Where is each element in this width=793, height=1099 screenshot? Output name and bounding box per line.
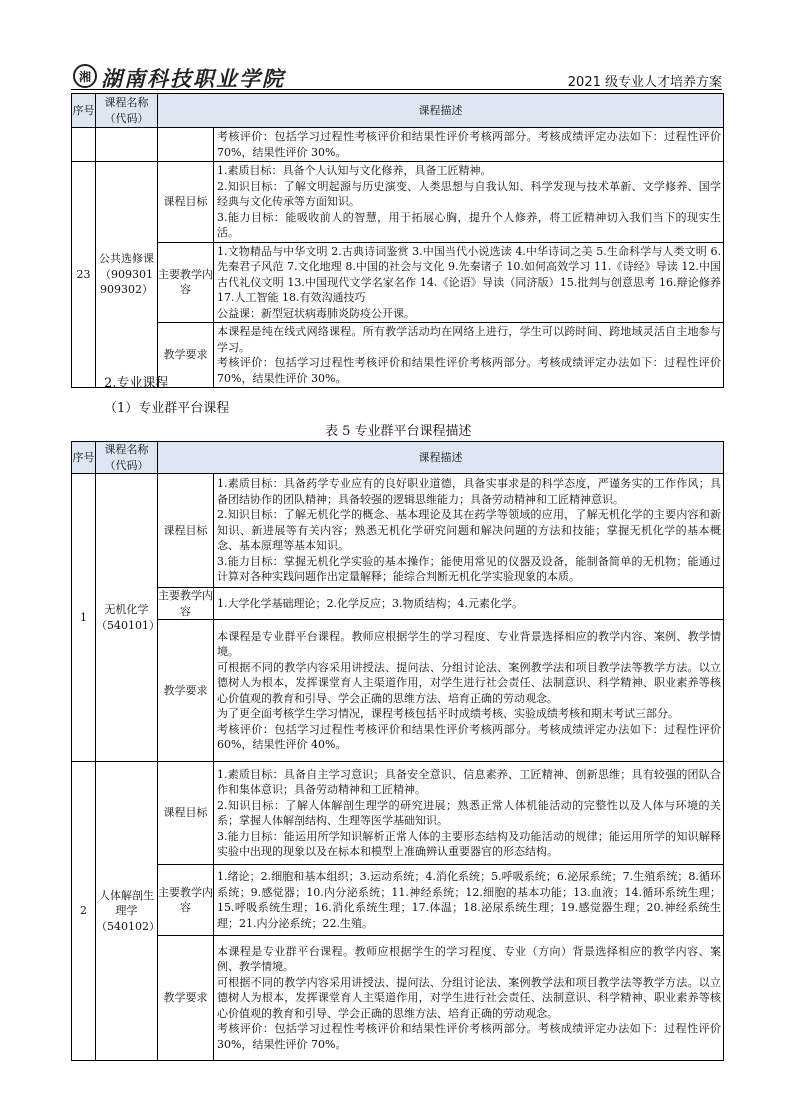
req-item: 可根据不同的教学内容采用讲授法、提问法、分组讨论法、案例教学法和项目教学法等教学方法。以立德树人为根本，发挥课堂育人主渠道作用，对学生进行社会责任、法制意识、科学精神、职业素养等核心价值观的教育和引导、学会正确的思维方法、培育正确的劳动观念。	[217, 975, 721, 1020]
content-item: 1.文物精品与中华文明 2.古典诗词鉴赏 3.中国当代小说选读 4.中华诗词之美 5.生命科学与人类文明 6.先秦君子风范 7.文化地理 8.中国的社会与文化 9.先秦诸子 10.如何高效学习 11.《诗经》导读 12.中国古代礼仪文明 13.中国现代文学名家名作 14.《论语》导读（同济版）15.批判与创意思考 16.辩论修养 17.人工智能 18.有效沟通技巧	[217, 244, 721, 304]
req-label: 教学要求	[158, 936, 214, 1061]
table-header-row	[72, 94, 724, 128]
content-list	[214, 865, 724, 936]
goal-item: 1.素质目标：具备个人认知与文化修养，具备工匠精神。	[217, 164, 492, 177]
content-label: 主要教学内容	[158, 589, 213, 618]
header-num: 序号	[72, 94, 96, 128]
table-row	[72, 323, 724, 388]
goal-item: 3.能力目标：能运用所学知识解析正常人体的主要形态结构及功能活动的规律；能运用所学的知识解释实验中出现的现象以及在标本和模型上准确辨认重要器官的形态结构。	[217, 829, 721, 858]
req-item: 考核评价：包括学习过程性考核评价和结果性评价考核两部分。考核成绩评定办法如下：过程性评价 70%，结果性评价 30%。	[217, 356, 721, 385]
section-heading: 2.专业课程	[104, 376, 169, 391]
goal-label: 课程目标	[158, 162, 214, 243]
empty-cell	[96, 128, 158, 162]
table-caption: 表 5 专业群平台课程描述	[325, 424, 472, 439]
content-list	[214, 588, 724, 620]
course-number: 1	[72, 474, 96, 762]
table-row	[72, 620, 724, 762]
table-row	[72, 128, 724, 162]
goal-label: 课程目标	[158, 762, 214, 865]
header-num: 序号	[72, 442, 96, 474]
req-label: 教学要求	[158, 323, 214, 388]
req-item: 考核评价：包括学习过程性考核评价和结果性评价考核两部分。考核成绩评定办法如下：过程性评价 30%，结果性评价 70%。	[217, 1022, 721, 1051]
header-desc: 课程描述	[158, 442, 724, 474]
course-name: 人体解剖生理学（540102）	[96, 762, 158, 1061]
empty-cell	[158, 128, 214, 162]
goal-item: 3.能力目标：掌握无机化学实验的基本操作；能使用常见的仪器及设备，能制备简单的无机物；能通过计算对各种实践问题作出定量解释；能综合判断无机化学实验现象的本质。	[217, 554, 721, 584]
table-row	[72, 474, 724, 588]
document-title: 2021 级专业人才培养方案	[567, 75, 722, 90]
req-item: 考核评价：包括学习过程性考核评价和结果性评价考核两部分。考核成绩评定办法如下：过程性评价 60%，结果性评价 40%。	[217, 722, 721, 751]
course-name: 公共选修课（909301 909302）	[96, 162, 158, 388]
req-item: 可根据不同的教学内容采用讲授法、提问法、分组讨论法、案例教学法和项目教学法等教学方法。以立德树人为根本，发挥课堂育人主渠道作用，对学生进行社会责任、法制意识、科学精神、职业素养等核心价值观的教育和引导、学会正确的思维方法、培育正确的劳动观念。	[217, 660, 721, 705]
header-desc: 课程描述	[158, 94, 724, 128]
course-table-continued	[71, 93, 724, 388]
empty-cell	[72, 128, 96, 162]
goal-item: 2.知识目标：了解无机化学的概念、基本理论及其在药学等领域的应用，了解无机化学的主要内容和新知识、新进展等有关内容；熟悉无机化学研究问题和解决问题的方法和技能；掌握无机化学的基本概念、基本原理等基本知识。	[217, 508, 721, 553]
table-row	[72, 762, 724, 865]
req-item: 本课程是专业群平台课程。教师应根据学生的学习程度、专业背景选择相应的教学内容、案例、教学情境。	[217, 629, 721, 658]
goal-content	[214, 162, 724, 243]
subsection-heading: （1）专业群平台课程	[104, 401, 230, 416]
table-row	[72, 242, 724, 323]
page-header	[71, 64, 722, 90]
course-number: 2	[72, 762, 96, 1061]
table-header-row	[72, 442, 724, 474]
req-item: 本课程是专业群平台课程。教师应根据学生的学习程度、专业（方向）背景选择相应的教学内容、案例、教学情境。	[217, 944, 721, 974]
goal-item: 2.知识目标：了解人体解剖生理学的研究进展；熟悉正常人体机能活动的完整性以及人体与环境的关系；掌握人体解剖结构、生理等医学基础知识。	[217, 798, 721, 827]
req-item: 本课程是纯在线式网络课程。所有教学活动均在网络上进行，学生可以跨时间、跨地域灵活自主地参与学习。	[217, 325, 721, 354]
content-item: 1.大学化学基础理论；2.化学反应；3.物质结构；4.元素化学。	[217, 596, 523, 610]
goal-item: 3.能力目标：能吸收前人的智慧，用于拓展心胸，提升个人修养，将工匠精神切入我们当下的现实生活。	[217, 210, 721, 239]
content-label: 主要教学内容	[158, 242, 214, 323]
content-label: 主要教学内容	[158, 865, 214, 936]
table-row	[72, 588, 724, 620]
header-name: 课程名称（代码）	[96, 94, 158, 128]
platform-course-table	[71, 441, 724, 1061]
req-content	[214, 936, 724, 1061]
goal-item: 1.素质目标：具备自主学习意识；具备安全意识、信息素养、工匠精神、创新思维；具有较强的团队合作和集体意识；具备劳动精神和工匠精神。	[217, 767, 721, 796]
continuation-text: 考核评价：包括学习过程性考核评价和结果性评价考核两部分。考核成绩评定办法如下：过程性评价 70%，结果性评价 30%。	[214, 128, 724, 162]
req-item: 为了更全面考核学生学习情况，课程考核包括平时成绩考核、实验成绩考核和期末考试三部分。	[217, 707, 679, 720]
goal-item: 2.知识目标：了解文明起源与历史演变、人类思想与自我认知、科学发现与技术革新、文学修养、国学经典与文化传承等方面知识。	[217, 179, 721, 208]
school-name-logo: 湖南科技职业学院	[101, 66, 285, 91]
school-logo-seal: 湘	[73, 64, 97, 88]
course-number: 23	[72, 162, 96, 388]
goal-label: 课程目标	[158, 474, 214, 588]
goal-item: 1.素质目标：具备药学专业应有的良好职业道德，具备实事求是的科学态度，严谨务实的工作作风；具备团结协作的团队精神；具备较强的逻辑思维能力；具备劳动精神和工匠精神意识。	[217, 477, 721, 506]
table-row	[72, 936, 724, 1061]
goal-content	[214, 474, 724, 588]
req-content	[214, 620, 724, 762]
table-row	[72, 162, 724, 243]
content-item: 公益课：新型冠状病毒肺炎防疫公开课。	[217, 306, 415, 320]
table-row	[72, 865, 724, 936]
content-item: 1.绪论；2.细胞和基本组织；3.运动系统；4.消化系统；5.呼吸系统；6.泌尿系统；7.生殖系统；8.循环系统；9.感觉器；10.内分泌系统；11.神经系统；12.细胞的基本功能；13.血液；14.循环系统生理；15.呼吸系统生理；16.消化系统生理；17.体温；18.泌尿系统生理；19.感觉器生理；20.神经系统生理；21.内分泌系统；22.生殖。	[217, 870, 721, 930]
content-list	[214, 242, 724, 323]
course-name: 无机化学（540101）	[96, 474, 158, 762]
goal-content	[214, 762, 724, 865]
req-label: 教学要求	[158, 620, 214, 762]
req-content	[214, 323, 724, 388]
header-name: 课程名称（代码）	[96, 442, 158, 474]
